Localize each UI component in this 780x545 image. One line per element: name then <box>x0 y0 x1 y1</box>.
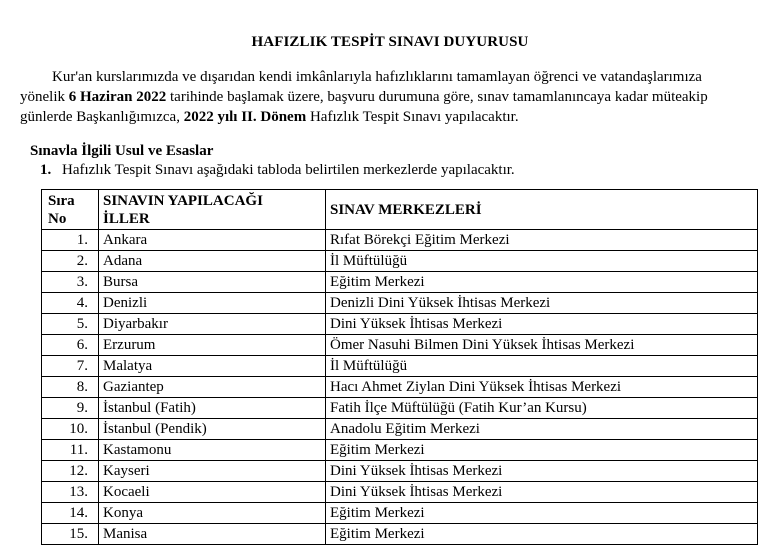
city-cell: Kastamonu <box>99 440 326 461</box>
center-cell: Ömer Nasuhi Bilmen Dini Yüksek İhtisas Merkezi <box>326 335 758 356</box>
row-number-cell: 6. <box>42 335 99 356</box>
row-number-cell: 12. <box>42 461 99 482</box>
city-cell: Adana <box>99 251 326 272</box>
header-text: No <box>48 211 67 227</box>
row-number-cell: 4. <box>42 293 99 314</box>
exam-period: 2022 yılı II. Dönem <box>183 109 307 125</box>
row-number-cell: 13. <box>42 482 99 503</box>
document-title: HAFIZLIK TESPİT SINAVI DUYURUSU <box>251 34 529 50</box>
table-row <box>42 314 758 335</box>
table-row <box>42 230 758 251</box>
center-cell: Dini Yüksek İhtisas Merkezi <box>326 314 758 335</box>
city-cell: İstanbul (Fatih) <box>99 398 326 419</box>
header-centers: SINAV MERKEZLERİ <box>326 190 758 230</box>
city-cell: Konya <box>99 503 326 524</box>
table-row <box>42 398 758 419</box>
table-row <box>42 293 758 314</box>
center-cell: Rıfat Börekçi Eğitim Merkezi <box>326 230 758 251</box>
intro-line-3 <box>20 107 760 127</box>
list-item <box>40 162 515 179</box>
table-body <box>42 230 758 545</box>
city-cell: Kocaeli <box>99 482 326 503</box>
intro-line-2 <box>20 87 760 107</box>
city-cell: Erzurum <box>99 335 326 356</box>
table-row <box>42 356 758 377</box>
table-row <box>42 377 758 398</box>
table-row <box>42 419 758 440</box>
header-sira-no <box>42 190 99 230</box>
table-row <box>42 440 758 461</box>
center-cell: Eğitim Merkezi <box>326 503 758 524</box>
city-cell: Ankara <box>99 230 326 251</box>
center-cell: Eğitim Merkezi <box>326 524 758 545</box>
row-number-cell: 11. <box>42 440 99 461</box>
table-row <box>42 335 758 356</box>
intro-text: tarihinde başlamak üzere, başvuru durumuna göre, sınav tamamlanıncaya kadar müteakip <box>166 89 708 105</box>
city-cell: Denizli <box>99 293 326 314</box>
intro-line-1: Kur'an kurslarımızda ve dışarıdan kendi imkânlarıyla hafızlıklarını tamamlayan öğrenci ve vatandaşlarımıza <box>52 69 702 85</box>
exam-date: 6 Haziran 2022 <box>68 89 167 105</box>
city-cell: Manisa <box>99 524 326 545</box>
row-number-cell: 3. <box>42 272 99 293</box>
table-row <box>42 482 758 503</box>
city-cell: Bursa <box>99 272 326 293</box>
city-cell: Gaziantep <box>99 377 326 398</box>
center-cell: Denizli Dini Yüksek İhtisas Merkezi <box>326 293 758 314</box>
exam-centers-table <box>41 189 758 545</box>
intro-text: yönelik <box>20 89 69 105</box>
row-number-cell: 10. <box>42 419 99 440</box>
center-cell: Dini Yüksek İhtisas Merkezi <box>326 482 758 503</box>
row-number-cell: 7. <box>42 356 99 377</box>
center-cell: Fatih İlçe Müftülüğü (Fatih Kur’an Kursu) <box>326 398 758 419</box>
city-cell: İstanbul (Pendik) <box>99 419 326 440</box>
table-header-row <box>42 190 758 230</box>
header-text: İLLER <box>103 211 150 227</box>
header-text: Sıra <box>48 193 75 209</box>
intro-paragraph <box>20 67 760 127</box>
intro-text: günlerde Başkanlığımızca, <box>20 109 184 125</box>
row-number-cell: 15. <box>42 524 99 545</box>
row-number-cell: 9. <box>42 398 99 419</box>
section-heading: Sınavla İlgili Usul ve Esaslar <box>30 143 214 159</box>
table-row <box>42 272 758 293</box>
intro-text: Hafızlık Tespit Sınavı yapılacaktır. <box>306 109 519 125</box>
table-row <box>42 503 758 524</box>
city-cell: Diyarbakır <box>99 314 326 335</box>
center-cell: Anadolu Eğitim Merkezi <box>326 419 758 440</box>
row-number-cell: 1. <box>42 230 99 251</box>
center-cell: İl Müftülüğü <box>326 251 758 272</box>
row-number-cell: 5. <box>42 314 99 335</box>
center-cell: Eğitim Merkezi <box>326 440 758 461</box>
header-cities <box>99 190 326 230</box>
center-cell: Dini Yüksek İhtisas Merkezi <box>326 461 758 482</box>
row-number-cell: 2. <box>42 251 99 272</box>
header-text: SINAVIN YAPILACAĞI <box>103 193 263 209</box>
city-cell: Kayseri <box>99 461 326 482</box>
city-cell: Malatya <box>99 356 326 377</box>
center-cell: Hacı Ahmet Ziylan Dini Yüksek İhtisas Merkezi <box>326 377 758 398</box>
list-item-text: Hafızlık Tespit Sınavı aşağıdaki tabloda belirtilen merkezlerde yapılacaktır. <box>62 162 515 178</box>
center-cell: Eğitim Merkezi <box>326 272 758 293</box>
list-item-number: 1. <box>40 162 52 178</box>
table-row <box>42 251 758 272</box>
row-number-cell: 14. <box>42 503 99 524</box>
table-row <box>42 461 758 482</box>
row-number-cell: 8. <box>42 377 99 398</box>
table-row <box>42 524 758 545</box>
center-cell: İl Müftülüğü <box>326 356 758 377</box>
